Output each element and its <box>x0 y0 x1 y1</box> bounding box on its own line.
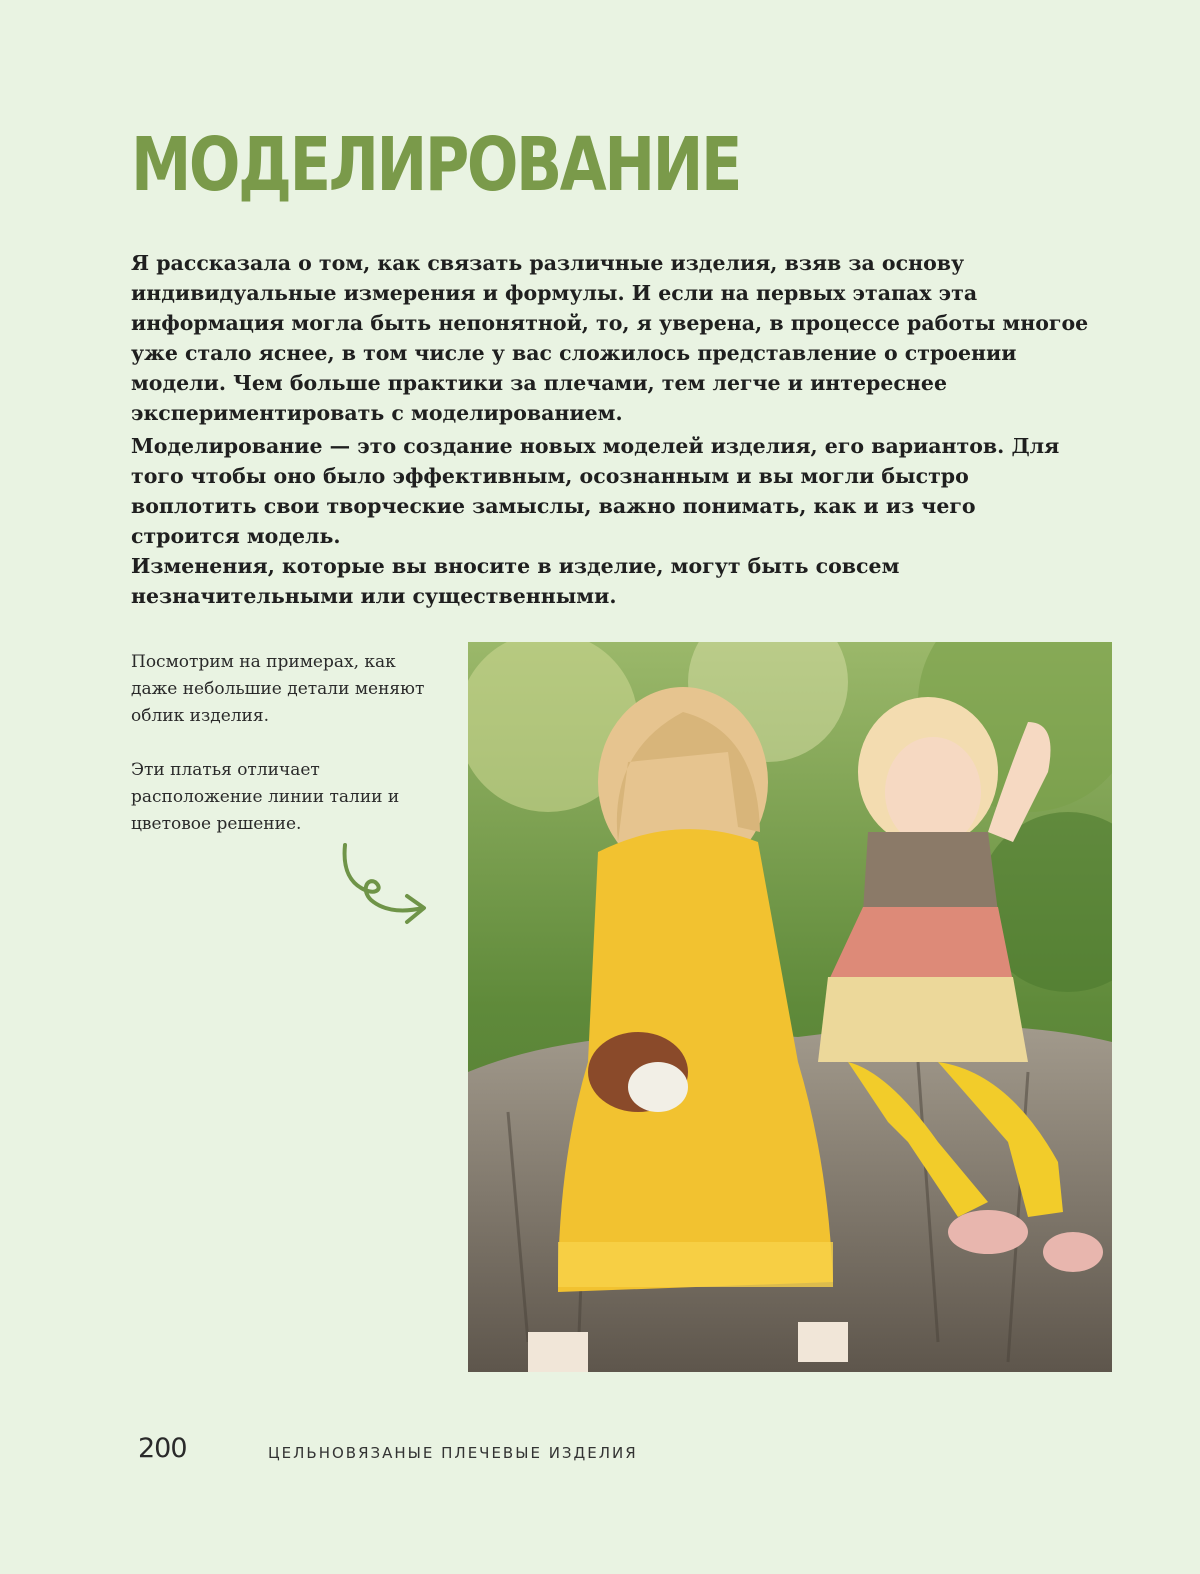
curly-arrow-icon <box>335 840 430 935</box>
definition-paragraph: Моделирование — это создание новых моделей изделия, его вариантов. Для того чтобы оно было эффективным, осознанным и вы могли быстро воплотить свои творческие замыслы, важно понимать, как и из чего строится модель. <box>131 434 1060 548</box>
girls-in-crochet-dresses-photo <box>468 642 1112 1372</box>
page-number: 200 <box>138 1433 187 1464</box>
changes-paragraph: Изменения, которые вы вносите в изделие, могут быть совсем незначительными или существенными. <box>131 554 900 608</box>
intro-paragraph: Я рассказала о том, как связать различные изделия, взяв за основу индивидуальные измерения и формулы. И если на первых этапах эта информация могла быть непонятной, то, я уверена, в процессе работы многое уже стало яснее, в том числе у вас сложилось представление о строении модели. Чем больше практики за плечами, тем легче и интереснее экспериментировать с моделированием. <box>131 251 1089 425</box>
running-head: ЦЕЛЬНОВЯЗАНЫЕ ПЛЕЧЕВЫЕ ИЗДЕЛИЯ <box>268 1444 638 1462</box>
page-title: МОДЕЛИРОВАНИЕ <box>131 122 740 208</box>
sidebar-note-2: Эти платья отличает расположение линии талии и цветовое решение. <box>131 760 400 834</box>
sidebar-note-1: Посмотрим на примерах, как даже небольшие детали меняют облик изделия. <box>131 652 425 726</box>
